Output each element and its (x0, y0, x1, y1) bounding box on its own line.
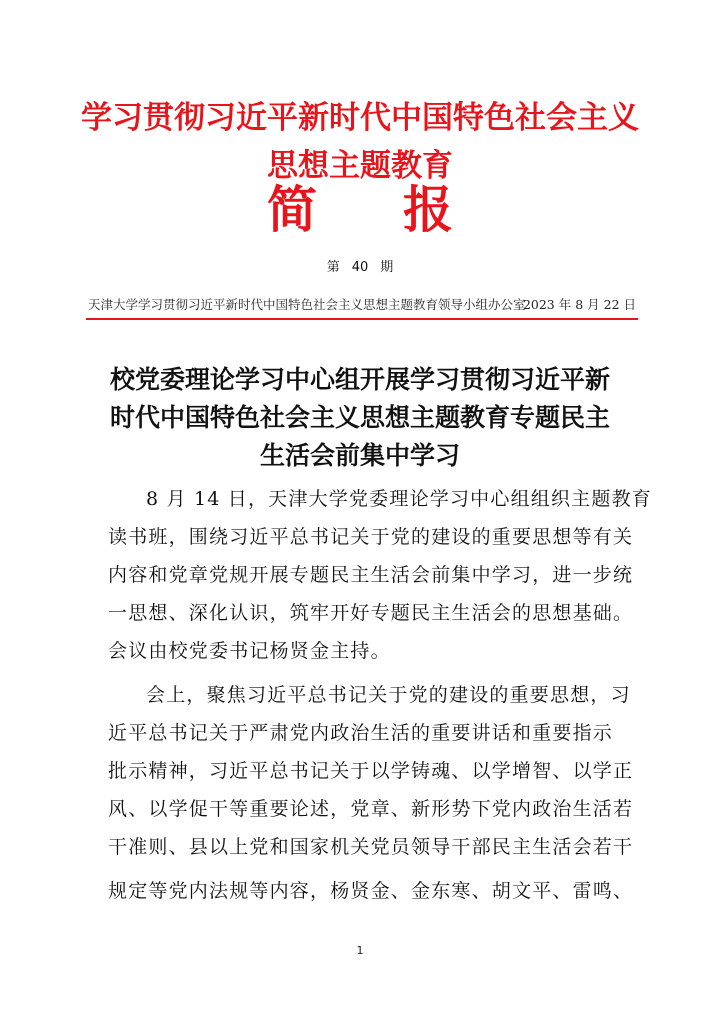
masthead-title-line-2: 思想主题教育 (267, 148, 453, 184)
publish-date: 2023 年 8 月 22 日 (522, 297, 636, 312)
publisher-office: 天津大学学习贯彻习近平新时代中国特色社会主义思想主题教育领导小组办公室 (88, 297, 526, 312)
body-line: 一思想、深化认识，筑牢开好专题民主生活会的思想基础。 (108, 602, 634, 624)
body-line: 8 月 14 日，天津大学党委理论学习中心组组织主题教育 (146, 488, 652, 510)
body-line: 风、以学促干等重要论述，党章、新形势下党内政治生活若 (108, 798, 634, 820)
body-line: 读书班，围绕习近平总书记关于党的建设的重要思想等有关 (108, 526, 634, 548)
article-title-line-1: 校党委理论学习中心组开展学习贯彻习近平新 (109, 365, 610, 394)
brief-heading (0, 178, 720, 242)
article-title-line-3: 生活会前集中学习 (259, 441, 460, 470)
publisher-line (88, 295, 636, 313)
body-line: 会上，聚焦习近平总书记关于党的建设的重要思想，习 (146, 684, 631, 706)
issue-suffix: 期 (380, 260, 394, 275)
brief-char-2: 报 (403, 180, 453, 239)
issue-number-line (0, 256, 720, 275)
issue-prefix: 第 (326, 260, 340, 275)
red-divider-line (86, 318, 638, 320)
brief-char-1: 简 (267, 180, 317, 239)
masthead-title-line-1: 学习贯彻习近平新时代中国特色社会主义 (81, 100, 639, 136)
issue-number: 40 (351, 260, 369, 275)
article-title-line-2: 时代中国特色社会主义思想主题教育专题民主 (109, 403, 610, 432)
body-line: 干准则、县以上党和国家机关党员领导干部民主生活会若干 (108, 836, 634, 858)
body-line: 会议由校党委书记杨贤金主持。 (108, 640, 391, 662)
page-number: 1 (356, 944, 364, 957)
body-line: 规定等党内法规等内容，杨贤金、金东寒、胡文平、雷鸣、 (108, 880, 634, 902)
body-line: 近平总书记关于严肃党内政治生活的重要讲话和重要指示 (108, 722, 614, 744)
body-line: 批示精神，习近平总书记关于以学铸魂、以学增智、以学正 (108, 760, 634, 782)
body-line: 内容和党章党规开展专题民主生活会前集中学习，进一步统 (108, 564, 634, 586)
